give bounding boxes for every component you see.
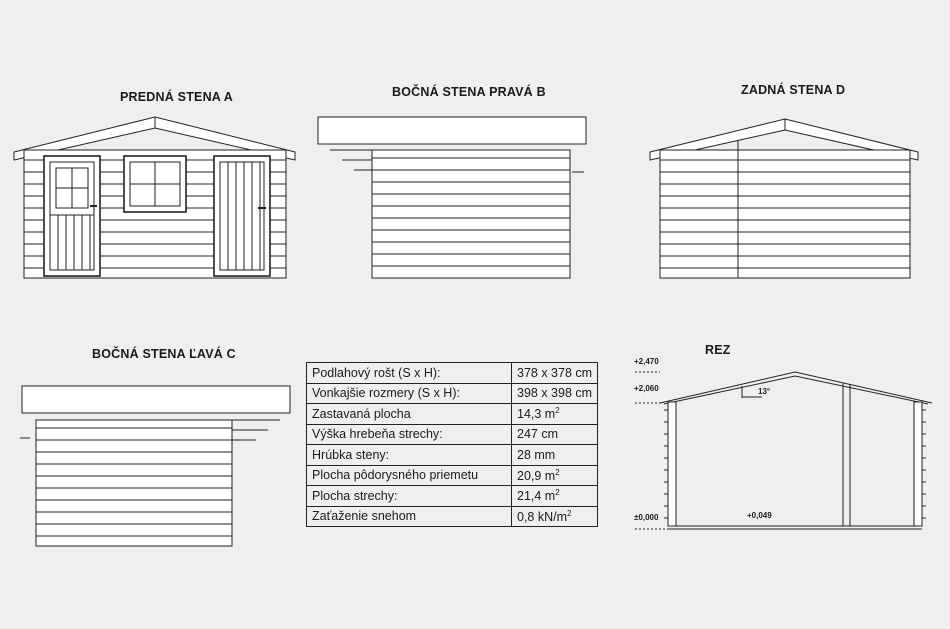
spec-label: Výška hrebeňa strechy: — [307, 424, 512, 445]
spec-label: Plocha pôdorysného priemetu — [307, 465, 512, 486]
back-wall-title: ZADNÁ STENA D — [741, 83, 846, 97]
back-wall-drawing — [650, 119, 918, 278]
level-ground: ±0,000 — [634, 513, 659, 522]
specs-row — [307, 486, 598, 507]
specs-row — [307, 465, 598, 486]
front-wall-title: PREDNÁ STENA A — [120, 90, 233, 104]
spec-value: 247 cm — [512, 424, 598, 445]
level-floor: +0,049 — [747, 511, 772, 520]
spec-value: 398 x 398 cm — [512, 383, 598, 404]
level-eave: +2,060 — [634, 384, 659, 393]
specs-row — [307, 363, 598, 384]
left-wall-title: BOČNÁ STENA ĽAVÁ C — [92, 347, 236, 361]
spec-value: 20,9 $m^2$ — [512, 465, 598, 486]
spec-label: Zaťaženie snehom — [307, 506, 512, 527]
right-wall-title: BOČNÁ STENA PRAVÁ B — [392, 85, 546, 99]
spec-value: 14,3 $m^2$ — [512, 404, 598, 425]
roof-angle: 13° — [758, 387, 771, 396]
spec-label: Podlahový rošt (S x H): — [307, 363, 512, 384]
section-title: REZ — [705, 343, 731, 357]
specs-row — [307, 404, 598, 425]
specs-row — [307, 383, 598, 404]
specs-table — [306, 362, 598, 527]
spec-label: Plocha strechy: — [307, 486, 512, 507]
level-ridge: +2,470 — [634, 357, 659, 366]
spec-label: Zastavaná plocha — [307, 404, 512, 425]
specs-row — [307, 445, 598, 466]
spec-label: Hrúbka steny: — [307, 445, 512, 466]
specs-row — [307, 506, 598, 527]
spec-value: 0,8 $kN/m^2$ — [512, 506, 598, 527]
front-wall-drawing — [14, 117, 295, 278]
spec-value: 378 x 378 cm — [512, 363, 598, 384]
spec-label: Vonkajšie rozmery (S x H): — [307, 383, 512, 404]
left-wall-drawing — [20, 386, 290, 546]
right-wall-drawing — [318, 117, 586, 278]
section-drawing — [635, 372, 932, 529]
spec-value: 21,4 $m^2$ — [512, 486, 598, 507]
spec-value: 28 mm — [512, 445, 598, 466]
specs-row — [307, 424, 598, 445]
